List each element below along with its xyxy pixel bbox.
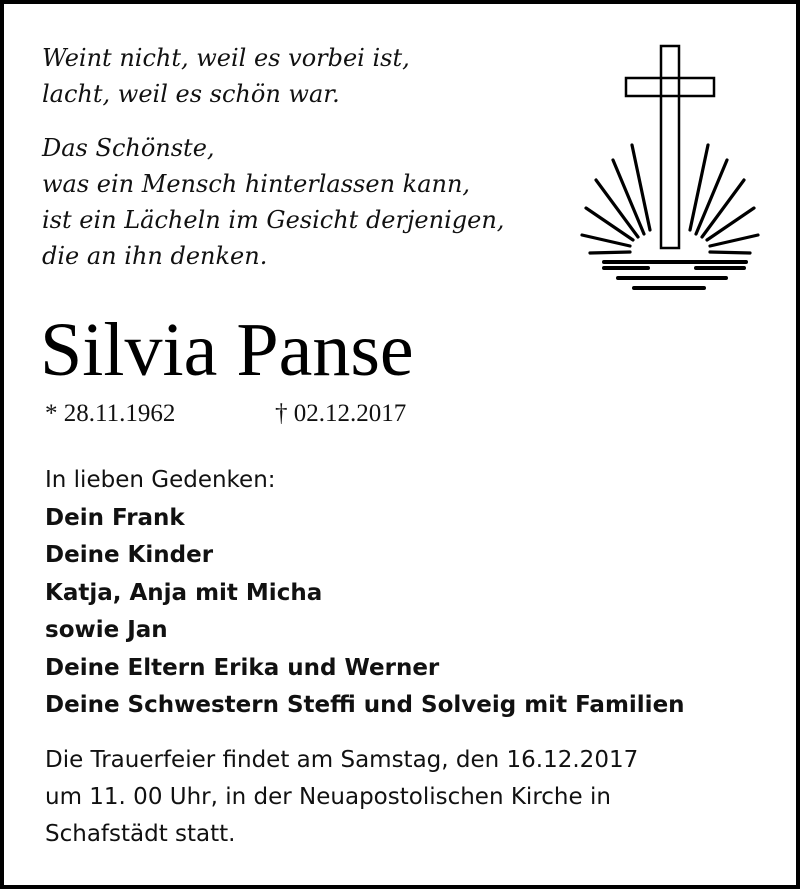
poem-line: was ein Mensch hinterlassen kann, bbox=[42, 170, 471, 198]
poem bbox=[42, 40, 602, 274]
poem-line: ist ein Lächeln im Gesicht derjenigen, bbox=[42, 206, 505, 234]
deceased-name: Silvia Panse bbox=[40, 308, 414, 392]
poem-line: Das Schönste, bbox=[42, 134, 215, 162]
ceremony-line: Schafstädt statt. bbox=[45, 821, 236, 847]
mourner-line: sowie Jan bbox=[45, 617, 168, 643]
ceremony-notice bbox=[45, 742, 745, 853]
mourner-line: Deine Eltern Erika und Werner bbox=[45, 654, 440, 681]
cross-sunrise-icon bbox=[578, 40, 768, 300]
mourner-line: Deine Kinder bbox=[45, 542, 214, 568]
mourner-line: Dein Frank bbox=[45, 504, 185, 531]
ceremony-line: um 11. 00 Uhr, in der Neuapostolischen Kirche in bbox=[45, 784, 611, 810]
mourners-list bbox=[45, 462, 765, 725]
poem-line: die an ihn denken. bbox=[42, 242, 268, 270]
birth-date: * 28.11.1962 bbox=[45, 400, 176, 427]
ceremony-line: Die Trauerfeier findet am Samstag, den 16.12.2017 bbox=[45, 747, 639, 773]
mourner-line: Deine Schwestern Steffi und Solveig mit Familien bbox=[45, 692, 685, 718]
life-dates bbox=[45, 397, 545, 431]
poem-stanza bbox=[42, 130, 602, 274]
poem-line: Weint nicht, weil es vorbei ist, bbox=[42, 44, 410, 72]
mourner-line: Katja, Anja mit Micha bbox=[45, 579, 323, 606]
death-date: † 02.12.2017 bbox=[275, 400, 407, 427]
poem-line: lacht, weil es schön war. bbox=[42, 80, 340, 108]
mourners-intro: In lieben Gedenken: bbox=[45, 467, 276, 493]
